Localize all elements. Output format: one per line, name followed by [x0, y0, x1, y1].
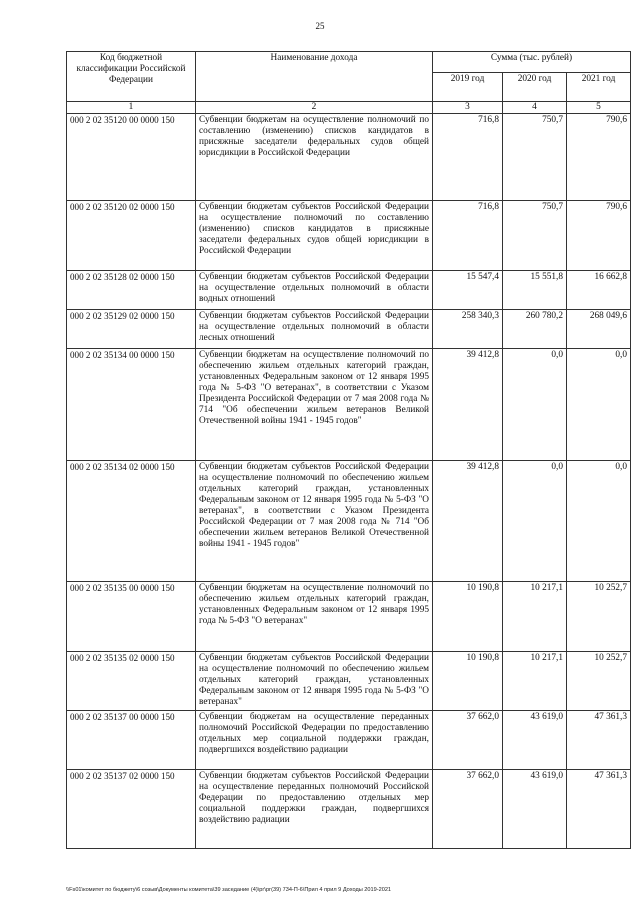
- table-row: [67, 582, 631, 652]
- table-row: [67, 310, 631, 349]
- row-value-2020: 750,7: [503, 201, 567, 271]
- row-value-2021: 47 361,3: [567, 711, 631, 770]
- row-value-2019: 37 662,0: [433, 711, 503, 770]
- col-number: 5: [567, 102, 631, 114]
- row-value-2020: 0,0: [503, 349, 567, 461]
- row-value-2019: 10 190,8: [433, 582, 503, 652]
- row-value-2021: 0,0: [567, 349, 631, 461]
- table-row: [67, 201, 631, 271]
- row-name: Субвенции бюджетам на осуществление полномочий по обеспечению жильем отдельных категорий граждан, установленных Федеральным законом от 12 января 1995 года № 5-ФЗ "О ветеранах", в соответствии с Указом Президента Российской Федерации от 7 мая 2008 года № 714 "Об обеспечении жильем ветеранов Великой Отечественной войны 1941 - 1945 годов": [196, 349, 433, 461]
- row-value-2020: 10 217,1: [503, 582, 567, 652]
- row-name: Субвенции бюджетам субъектов Российской Федерации на осуществление полномочий по обеспечению жильем отдельных категорий граждан, установленных Федеральным законом от 12 января 1995 года № 5-ФЗ "О ветеранах": [196, 652, 433, 711]
- row-value-2019: 258 340,3: [433, 310, 503, 349]
- row-value-2020: 750,7: [503, 114, 567, 201]
- row-name: Субвенции бюджетам субъектов Российской Федерации на осуществление отдельных полномочий в области лесных отношений: [196, 310, 433, 349]
- row-value-2019: 716,8: [433, 201, 503, 271]
- row-code: 000 2 02 35135 00 0000 150: [67, 582, 196, 652]
- row-code: 000 2 02 35137 02 0000 150: [67, 770, 196, 849]
- row-value-2019: 37 662,0: [433, 770, 503, 849]
- row-code: 000 2 02 35129 02 0000 150: [67, 310, 196, 349]
- row-value-2021: 10 252,7: [567, 582, 631, 652]
- table-row: [67, 349, 631, 461]
- footer-file-path: \\Fs01\комитет по бюджету\6 созыв\Документы комитета\39 заседание (4)\рг\рг(39) 734-П-6\Прил 4 прил 9 Доходы 2019-2021: [66, 887, 392, 893]
- row-name: Субвенции бюджетам субъектов Российской Федерации на осуществление полномочий по составлению (изменению) списков кандидатов в присяжные заседатели федеральных судов общей юрисдикции в Российской Федерации: [196, 201, 433, 271]
- row-value-2021: 47 361,3: [567, 770, 631, 849]
- row-value-2020: 0,0: [503, 461, 567, 582]
- header-name: Наименование дохода: [196, 52, 433, 102]
- row-code: 000 2 02 35120 02 0000 150: [67, 201, 196, 271]
- row-name: Субвенции бюджетам на осуществление переданных полномочий Российской Федерации по предоставлению отдельных мер социальной поддержки граждан, подвергшихся воздействию радиации: [196, 711, 433, 770]
- table-row: [67, 461, 631, 582]
- table-body: [67, 114, 631, 849]
- row-value-2019: 716,8: [433, 114, 503, 201]
- row-value-2019: 10 190,8: [433, 652, 503, 711]
- row-value-2020: 43 619,0: [503, 770, 567, 849]
- row-code: 000 2 02 35134 02 0000 150: [67, 461, 196, 582]
- header-year-2021: 2021 год: [567, 73, 631, 102]
- row-name: Субвенции бюджетам субъектов Российской Федерации на осуществление полномочий по обеспечению жильем отдельных категорий граждан, установленных Федеральным законом от 12 января 1995 года № 5-ФЗ "О ветеранах", в соответствии с Указом Президента Российской Федерации от 7 мая 2008 года № 714 "Об обеспечении жильем ветеранов Великой Отечественной войны 1941 - 1945 годов": [196, 461, 433, 582]
- row-value-2020: 260 780,2: [503, 310, 567, 349]
- table-row: [67, 652, 631, 711]
- table-row: [67, 271, 631, 310]
- row-name: Субвенции бюджетам на осуществление полномочий по обеспечению жильем отдельных категорий граждан, установленных Федеральным законом от 12 января 1995 года № 5-ФЗ "О ветеранах": [196, 582, 433, 652]
- page-number: 25: [315, 21, 325, 31]
- column-numbers-row: [67, 102, 631, 114]
- row-value-2021: 268 049,6: [567, 310, 631, 349]
- row-value-2021: 790,6: [567, 114, 631, 201]
- row-value-2019: 15 547,4: [433, 271, 503, 310]
- row-name: Субвенции бюджетам на осуществление полномочий по составлению (изменению) списков кандидатов в присяжные заседатели федеральных судов общей юрисдикции в Российской Федерации: [196, 114, 433, 201]
- col-number: 2: [196, 102, 433, 114]
- row-value-2019: 39 412,8: [433, 461, 503, 582]
- header-sum: Сумма (тыс. рублей): [433, 52, 631, 73]
- row-value-2021: 790,6: [567, 201, 631, 271]
- income-table: [66, 51, 631, 849]
- row-value-2020: 43 619,0: [503, 711, 567, 770]
- row-code: 000 2 02 35135 02 0000 150: [67, 652, 196, 711]
- header-code: Код бюджетной классификации Российской Федерации: [67, 52, 196, 102]
- row-value-2020: 10 217,1: [503, 652, 567, 711]
- table-row: [67, 711, 631, 770]
- col-number: 4: [503, 102, 567, 114]
- row-value-2021: 16 662,8: [567, 271, 631, 310]
- row-value-2021: 0,0: [567, 461, 631, 582]
- row-name: Субвенции бюджетам субъектов Российской Федерации на осуществление отдельных полномочий в области водных отношений: [196, 271, 433, 310]
- row-value-2020: 15 551,8: [503, 271, 567, 310]
- row-value-2021: 10 252,7: [567, 652, 631, 711]
- row-code: 000 2 02 35137 00 0000 150: [67, 711, 196, 770]
- row-code: 000 2 02 35128 02 0000 150: [67, 271, 196, 310]
- header-year-2019: 2019 год: [433, 73, 503, 102]
- table-row: [67, 770, 631, 849]
- header-row: [67, 52, 631, 73]
- row-code: 000 2 02 35120 00 0000 150: [67, 114, 196, 201]
- header-year-2020: 2020 год: [503, 73, 567, 102]
- row-value-2019: 39 412,8: [433, 349, 503, 461]
- col-number: 1: [67, 102, 196, 114]
- table-row: [67, 114, 631, 201]
- row-name: Субвенции бюджетам субъектов Российской Федерации на осуществление переданных полномочий Российской Федерации по предоставлению отдельных мер социальной поддержки граждан, подвергшихся воздействию радиации: [196, 770, 433, 849]
- row-code: 000 2 02 35134 00 0000 150: [67, 349, 196, 461]
- col-number: 3: [433, 102, 503, 114]
